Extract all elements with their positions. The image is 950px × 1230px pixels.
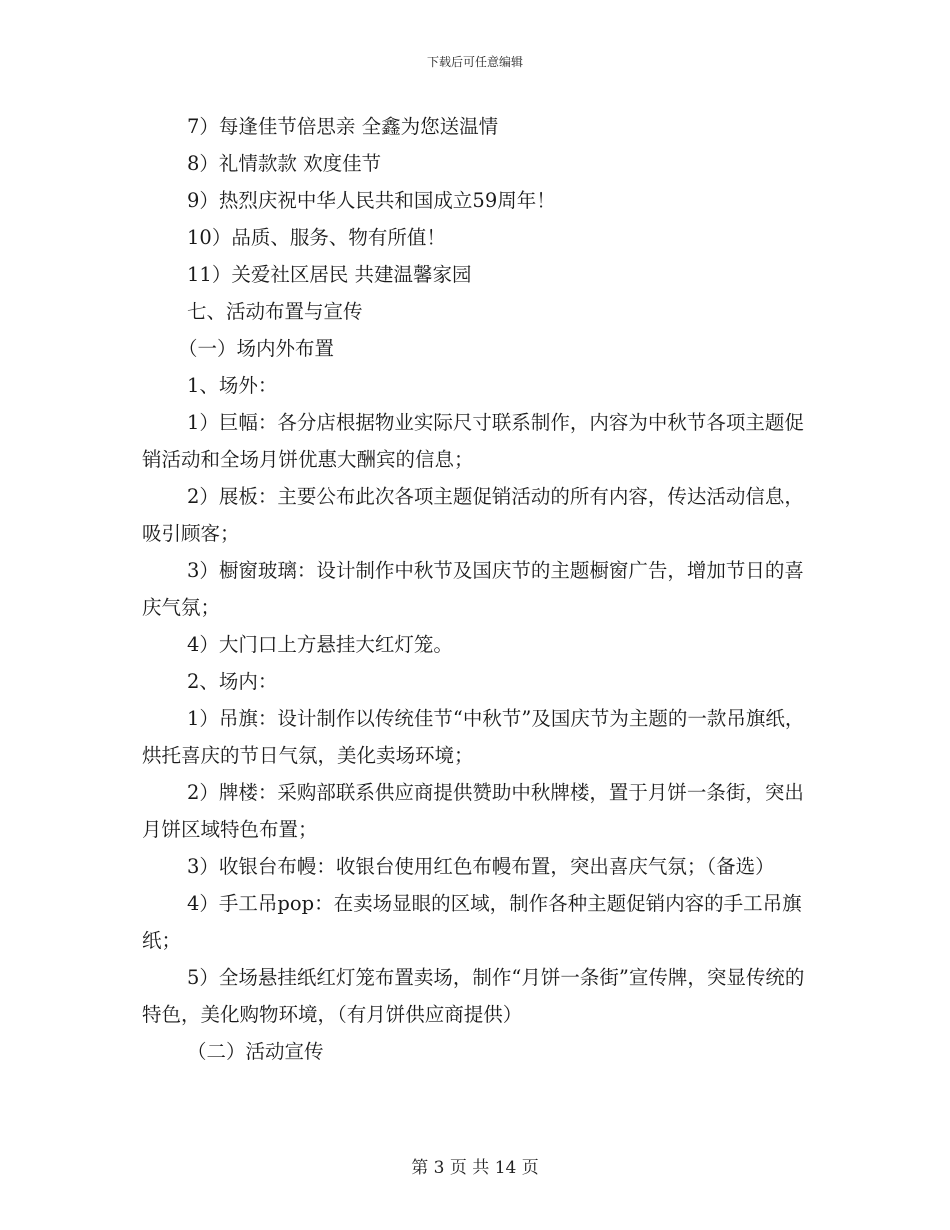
paragraph: 5）全场悬挂纸红灯笼布置卖场，制作“月饼一条街”宣传牌，突显传统的特色，美化购物环境，（有月饼供应商提供） xyxy=(142,966,805,1026)
text-line: 1、场外： xyxy=(187,374,278,397)
paragraph: 2）牌楼：采购部联系供应商提供赞助中秋牌楼，置于月饼一条街，突出月饼区域特色布置； xyxy=(142,781,804,841)
page-header: 下载后可任意编辑 xyxy=(426,55,523,69)
text-line: 11）关爱社区居民 共建温馨家园 xyxy=(187,263,472,286)
page-number: 第 3 页 共 14 页 xyxy=(411,1158,539,1178)
text-line: 9）热烈庆祝中华人民共和国成立59周年！ xyxy=(187,189,556,212)
text-line: 8）礼情款款 欢度佳节 xyxy=(187,152,382,175)
paragraph: 4）手工吊pop：在卖场显眼的区域，制作各种主题促销内容的手工吊旗纸； xyxy=(142,892,802,952)
paragraph: 2）展板：主要公布此次各项主题促销活动的所有内容，传达活动信息，吸引顾客； xyxy=(142,485,804,545)
text-line: 10）品质、服务、物有所值！ xyxy=(187,226,446,249)
document-body xyxy=(142,108,814,1070)
subsection-heading: （一）场内外布置 xyxy=(178,337,335,360)
paragraph: 3）橱窗玻璃：设计制作中秋节及国庆节的主题橱窗广告，增加节日的喜庆气氛； xyxy=(142,559,804,619)
section-heading: 七、活动布置与宣传 xyxy=(187,300,363,323)
subsection-heading: （二）活动宣传 xyxy=(187,1040,324,1063)
paragraph: 3）收银台布幔：收银台使用红色布幔布置，突出喜庆气氛；（备选） xyxy=(187,855,775,878)
text-line: 4）大门口上方悬挂大红灯笼。 xyxy=(187,633,453,656)
text-line: 7）每逢佳节倍思亲 全鑫为您送温情 xyxy=(187,115,499,138)
paragraph: 1）吊旗：设计制作以传统佳节“中秋节”及国庆节为主题的一款吊旗纸，烘托喜庆的节日气氛，美化卖场环境； xyxy=(142,707,805,767)
text-line: 2、场内： xyxy=(187,670,278,693)
paragraph: 1）巨幅：各分店根据物业实际尺寸联系制作，内容为中秋节各项主题促销活动和全场月饼优惠大酬宾的信息； xyxy=(142,411,804,471)
